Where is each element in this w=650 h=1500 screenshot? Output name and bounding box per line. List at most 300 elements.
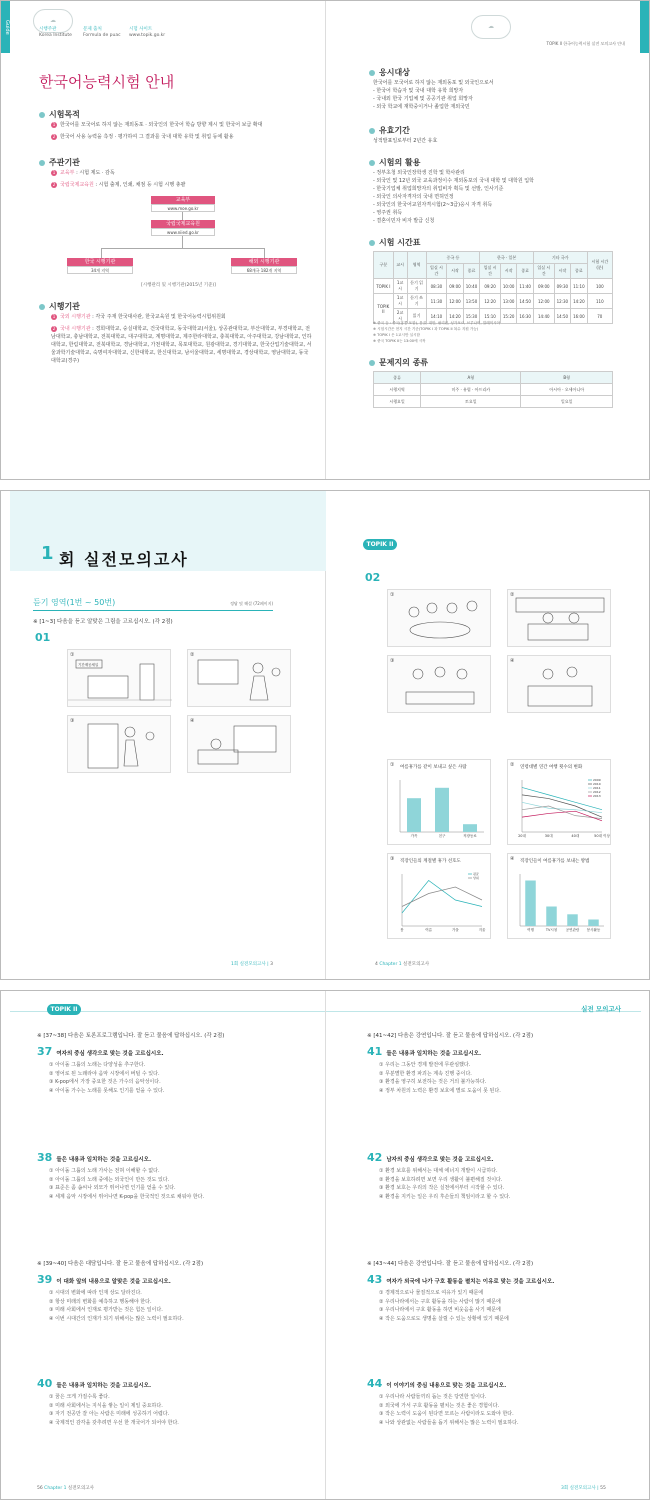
footer-left bbox=[37, 1485, 94, 1491]
spread-test-1 bbox=[0, 490, 650, 980]
q1-option-image-3[interactable] bbox=[67, 715, 171, 773]
shop-counter-illustration bbox=[508, 590, 612, 648]
tick-label: TV시청 bbox=[545, 928, 558, 932]
org-box-korea-title: 한국 시행기관 bbox=[67, 258, 133, 266]
question-number-1: 01 bbox=[35, 631, 51, 644]
answer-option[interactable]: ③ 표준은 좀 솜씨나 외모가 뛰어나면 인기를 얻을 수 있다. bbox=[49, 1185, 176, 1191]
schedule-cell: 11:10 bbox=[571, 279, 588, 294]
header-meta-label: 시험 사이트 bbox=[129, 27, 153, 32]
question-41 bbox=[367, 1045, 481, 1058]
question-42 bbox=[367, 1151, 494, 1164]
footer-chapter: Chapter 1 bbox=[44, 1486, 67, 1491]
q1-option-image-2[interactable] bbox=[187, 649, 291, 707]
tick-label: 30대 bbox=[544, 834, 553, 838]
schedule-head-cell: 구분 bbox=[374, 252, 394, 279]
schedule-cell: 읽기 bbox=[407, 309, 426, 324]
answer-option[interactable]: ② 우리나라에서는 구호 활동을 하는 사람이 많기 때문에 bbox=[379, 1298, 501, 1305]
schedule-cell: 14:40 bbox=[533, 309, 554, 324]
series-line bbox=[522, 811, 602, 821]
question-text: 들은 내용과 일치하는 것을 고르십시오. bbox=[56, 1383, 152, 1389]
agency-text: : 각국 주재 한국대사관, 한국교육원 및 한국어능력시험위원회 bbox=[90, 314, 226, 320]
org-chart-caption: [시행관리 및 시행기관(2015년 기준)] bbox=[141, 283, 216, 288]
answer-option[interactable]: ④ 세계 음악 시장에서 뛰어나면 K-pop을 한국적인 것으로 채워야 한다. bbox=[49, 1193, 205, 1200]
option-label: ④ bbox=[190, 718, 195, 724]
answer-option[interactable]: ④ 나와 상관없는 사람들을 돕기 위해서는 많은 노력이 필요하다. bbox=[379, 1419, 519, 1426]
org-box-overseas-sub: 68개국 182개 지역 bbox=[231, 266, 297, 274]
answer-option[interactable]: ① 우리나라 사람들끼리 돕는 것은 당연한 일이다. bbox=[379, 1394, 487, 1400]
schedule-cell: 12:00 bbox=[533, 294, 554, 309]
types-cell: 시행요일 bbox=[374, 396, 421, 408]
answer-option[interactable]: ③ 자기 전공만 잘 아는 사람은 미래에 성공하기 어렵다. bbox=[49, 1411, 170, 1417]
types-table bbox=[373, 371, 613, 408]
types-head-row bbox=[374, 372, 613, 384]
answer-option[interactable]: ① 우리는 그동안 경제 발전에 무관심했다. bbox=[379, 1062, 471, 1068]
purpose-item-1 bbox=[51, 121, 311, 129]
q2-option-image-1[interactable] bbox=[387, 589, 491, 647]
agency-item-2 bbox=[51, 325, 313, 365]
series-line bbox=[522, 787, 602, 809]
schedule-cell: 11:40 bbox=[517, 279, 534, 294]
door-illustration bbox=[68, 716, 172, 774]
header-meta-1 bbox=[39, 27, 72, 39]
types-cell: 시행지역 bbox=[374, 384, 421, 396]
answer-option[interactable]: ③ 작은 노력이 도움이 된다면 모르는 사람이라도 도와야 한다. bbox=[379, 1411, 514, 1417]
tick-label: 직장동료 bbox=[463, 834, 477, 838]
types-head-cell: 종류 bbox=[374, 372, 421, 384]
schedule-head-cell: 시작 bbox=[447, 264, 464, 279]
q3-option-chart-4[interactable] bbox=[507, 853, 611, 939]
number-badge: 1 bbox=[52, 122, 56, 127]
question-number: 37 bbox=[37, 1045, 53, 1058]
schedule-cell: TOPIK I bbox=[374, 279, 394, 294]
series-line bbox=[522, 795, 602, 817]
tick-label: 가을 bbox=[451, 928, 459, 932]
options-list bbox=[379, 1061, 501, 1095]
types-cell: 토요일 bbox=[421, 396, 521, 408]
line-chart-travel bbox=[508, 760, 612, 846]
schedule-cell: 1교시 bbox=[393, 279, 407, 294]
schedule-note: ※ 중국 등 : 중국(홍콩 포함), 몽골, 대만, 필리핀, 싱가포르, 브루나이, 말레이시아 bbox=[373, 321, 501, 325]
tick-label: 공연관람 bbox=[565, 928, 580, 932]
question-text: 이 대화 앞의 내용으로 알맞은 것을 고르십시오. bbox=[56, 1279, 171, 1285]
answer-option[interactable]: ① 꿈은 크게 가질수록 좋다. bbox=[49, 1394, 110, 1400]
chart-title: 직장인들이 여름휴가를 보내는 방법 bbox=[520, 859, 590, 864]
schedule-cell: 듣기 읽기 bbox=[407, 279, 426, 294]
bar bbox=[588, 920, 599, 927]
series-line bbox=[402, 881, 482, 914]
tick-label: 20대 bbox=[518, 834, 526, 838]
schedule-cell: 12:20 bbox=[480, 294, 501, 309]
question-text: 들은 내용과 일치하는 것을 고르십시오. bbox=[386, 1051, 482, 1057]
answer-option[interactable]: ③ 우리나라에서 구호 활동을 하면 비웃음을 사기 때문에 bbox=[379, 1307, 501, 1313]
spread-guide bbox=[0, 0, 650, 480]
eligibility-item: - 외국 학교에 재학중이거나 졸업한 재외국민 bbox=[373, 104, 470, 110]
bar-chart-method bbox=[508, 854, 612, 940]
answer-option[interactable]: ② 미래 사회에서는 지식을 쌓는 일이 제일 중요하다. bbox=[49, 1402, 163, 1409]
options-list bbox=[49, 1061, 164, 1095]
header-meta-sub: Formula de puac bbox=[83, 33, 121, 38]
schedule-cell: 듣기 쓰기 bbox=[407, 294, 426, 309]
types-row bbox=[374, 384, 613, 396]
org-connector bbox=[264, 248, 265, 258]
section-heading-purpose: 시험목적 bbox=[39, 109, 80, 120]
answer-option[interactable]: ① 경제적으로나 물질적으로 여유가 있기 때문에 bbox=[379, 1290, 484, 1296]
question-number: 43 bbox=[367, 1273, 383, 1286]
org-connector bbox=[101, 248, 265, 249]
purpose-text: 한국어 사용 능력을 측정 · 평가하여 그 결과를 국내 대학 유학 및 취업 등에 활용 bbox=[60, 134, 234, 140]
schedule-cell: 16:30 bbox=[517, 309, 534, 324]
answer-option[interactable]: ② 환경을 보호하려면 보면 우리 생활이 불편해질 것이다. bbox=[379, 1176, 503, 1183]
footer-left: 1회 실전모의고사 | 3 bbox=[231, 962, 273, 967]
section-heading-agency: 시행기관 bbox=[39, 301, 80, 312]
footer-right: 3회 실전모의고사 | 55 bbox=[561, 1486, 606, 1491]
schedule-row bbox=[374, 294, 613, 309]
schedule-table bbox=[373, 251, 613, 324]
usage-item: - 한국기업체 취업희망자의 취업비자 획득 및 선발, 인사기준 bbox=[373, 186, 504, 192]
schedule-cell: 70 bbox=[587, 309, 612, 324]
schedule-cell: 12:30 bbox=[554, 294, 571, 309]
question-group-39-40: ※ [39~40] 다음은 대담입니다. 잘 듣고 물음에 답하십시오. (각 2점) bbox=[37, 1261, 204, 1267]
picnic-illustration bbox=[388, 656, 492, 714]
tick-label: 봄 bbox=[400, 928, 404, 932]
question-43 bbox=[367, 1273, 554, 1286]
org-box-moe-url: www.moe.go.kr bbox=[151, 204, 215, 212]
bar bbox=[435, 788, 449, 832]
schedule-cell: 14:20 bbox=[447, 309, 464, 324]
schedule-head-cell: 시험 시간(분) bbox=[587, 252, 612, 279]
schedule-cell: 110 bbox=[587, 294, 612, 309]
org-box-niied-title: 국립국제교육원 bbox=[151, 220, 215, 228]
section-heading-schedule: 시험 시간표 bbox=[369, 237, 420, 248]
org-text: : 시험 출제, 인쇄, 채점 등 시험 시행 총괄 bbox=[93, 182, 186, 188]
gutter bbox=[325, 1, 326, 479]
options-list bbox=[379, 1167, 510, 1201]
org-box-overseas-title: 해외 시행기관 bbox=[231, 258, 297, 266]
question-40 bbox=[37, 1377, 151, 1390]
tick-label: 50대 이상 bbox=[594, 834, 610, 838]
schedule-head-cell: 입실 시간 bbox=[533, 264, 554, 279]
answer-option[interactable]: ④ 정부 차원의 노력은 환경 보호에 별로 도움이 못 된다. bbox=[379, 1087, 501, 1094]
answer-option[interactable]: ④ 환경을 지키는 일은 우리 후손들의 책임이라고 할 수 있다. bbox=[379, 1193, 511, 1200]
options-list bbox=[379, 1289, 509, 1323]
living-room-illustration bbox=[188, 716, 292, 774]
header-meta-2 bbox=[83, 27, 121, 39]
question-number: 39 bbox=[37, 1273, 53, 1286]
answer-option[interactable]: ② 영어로 된 노래라야 음악 시장에서 버틸 수 있다. bbox=[49, 1070, 160, 1077]
side-tab: Guide bbox=[1, 1, 10, 53]
option-label: ③ bbox=[390, 658, 395, 664]
answer-note: 정답 및 해설 (72페이지) bbox=[230, 601, 273, 606]
option-label: ② bbox=[510, 592, 515, 598]
schedule-cell: 10:00 bbox=[500, 279, 517, 294]
people-tv-illustration bbox=[188, 650, 292, 708]
question-text: 여자가 외국에 나가 구호 활동을 펼치는 이유로 맞는 것을 고르십시오. bbox=[386, 1279, 555, 1285]
question-39 bbox=[37, 1273, 171, 1286]
tick-label: 여행 bbox=[527, 928, 534, 932]
footer-label: 1회 실전모의고사 bbox=[231, 962, 266, 967]
org-box-moe-title: 교육부 bbox=[151, 196, 215, 204]
schedule-note: ※ 시험시간은 현지 시간 기준(TOPIK I 과 TOPIK II 복수 지원 가능) bbox=[373, 327, 479, 331]
question-number: 42 bbox=[367, 1151, 383, 1164]
schedule-cell: 14:20 bbox=[571, 294, 588, 309]
q2-option-image-3[interactable] bbox=[387, 655, 491, 713]
schedule-head-cell: 종료 bbox=[463, 264, 480, 279]
option-label: ④ bbox=[510, 856, 515, 862]
schedule-head-cell: 시작 bbox=[500, 264, 517, 279]
bar bbox=[407, 798, 421, 832]
question-number: 44 bbox=[367, 1377, 383, 1390]
page-number: 55 bbox=[600, 1486, 606, 1491]
bar bbox=[525, 881, 536, 927]
answer-option[interactable]: ② 아이돌 그룹의 노래 중에는 외국인이 만든 것도 있다. bbox=[49, 1176, 170, 1183]
question-text: 남자의 중심 생각으로 맞는 것을 고르십시오. bbox=[386, 1157, 494, 1163]
question-text: 여자의 중심 생각으로 맞는 것을 고르십시오. bbox=[56, 1051, 164, 1057]
chart-title: 여름휴가를 같이 보내고 싶은 사람 bbox=[400, 765, 467, 770]
org-connector bbox=[101, 248, 102, 258]
test-title: 회 실전모의고사 bbox=[59, 550, 189, 569]
topik-logo: TOPIK II bbox=[363, 539, 397, 550]
page-number: 3 bbox=[270, 962, 273, 967]
cafe-table-illustration bbox=[388, 590, 492, 648]
schedule-cell: 13:50 bbox=[463, 294, 480, 309]
gutter bbox=[325, 991, 326, 1499]
header-meta-label: 문제 출처 bbox=[83, 27, 102, 32]
sign-text: 기간제공세일 bbox=[78, 663, 99, 667]
q1-option-image-4[interactable] bbox=[187, 715, 291, 773]
org-label: 교육부 bbox=[60, 170, 75, 176]
footer-label: 실전모의고사 bbox=[403, 962, 430, 967]
answer-option[interactable]: ① 아이돌 그룹의 노래는 다양성을 추구한다. bbox=[49, 1062, 146, 1068]
schedule-cell: 2교시 bbox=[393, 309, 407, 324]
eligibility-intro: 한국어를 모국어로 하지 않는 재외동포 및 외국인으로서 bbox=[373, 80, 494, 86]
section-heading-eligibility: 응시대상 bbox=[369, 67, 410, 78]
schedule-cell: 09:00 bbox=[447, 279, 464, 294]
schedule-note: ※ 중국 TOPIK II는 13:00에 시작 bbox=[373, 339, 426, 343]
header-meta-3 bbox=[129, 27, 165, 39]
schedule-note: ※ TOPIK I 은 1교시만 실시함 bbox=[373, 333, 420, 337]
counter-service-illustration bbox=[508, 656, 612, 714]
header-meta-label: 시행주관 bbox=[39, 27, 57, 32]
chart-title: 연령대별 연간 여행 횟수의 변화 bbox=[520, 765, 583, 770]
schedule-cell: 12:00 bbox=[447, 294, 464, 309]
types-cell: 아시아 · 오세아니아 bbox=[521, 384, 613, 396]
answer-option[interactable]: ③ 미래 사회에서 인재로 평가받는 것은 힘든 일이다. bbox=[49, 1307, 163, 1313]
schedule-cell: 14:10 bbox=[426, 309, 447, 324]
schedule-cell: 09:30 bbox=[554, 279, 571, 294]
question-group-41-42: ※ [41~42] 다음은 강연입니다. 잘 듣고 물음에 답하십시오. (각 2점) bbox=[367, 1033, 534, 1039]
bar bbox=[463, 824, 477, 832]
org-item-1 bbox=[51, 169, 311, 177]
agency-text: : 경희대학교, 숭실대학교, 건국대학교, 동국대학교(서울), 상공관대학교, 부산대학교, 부경대학교, 전남대학교, 충남대학교, 전북대학교, 대구대학교, 계명대학교, 제주한라대학교, 충북대학교, 아주대학교, 강남대학교, 인하대학교, 한림대학교, 전북대학교, 경남대학교, 가천대학교, 목포대학교, 원광대학교, 경기대학교, 한국산업기술대학교, 서울과학기술대학교, 숙명여자대학교, 신한대학교, 한신대학교, 남서울대학교, 세명대학교, 경상대학교, 영남대학교, 동국대학교(경주) bbox=[51, 326, 312, 364]
test-number: 1 bbox=[41, 543, 54, 564]
schedule-cell: TOPIK II bbox=[374, 294, 394, 324]
number-badge: 1 bbox=[52, 314, 56, 319]
schedule-cell: 16:00 bbox=[571, 309, 588, 324]
answer-option[interactable]: ④ 국제적인 감각을 갖추려면 우선 한 개국어가 되어야 한다. bbox=[49, 1419, 179, 1426]
schedule-head-cell: 종료 bbox=[517, 264, 534, 279]
org-text: : 시험 제도 · 감독 bbox=[74, 170, 115, 176]
schedule-head-cell: 영역 bbox=[407, 252, 426, 279]
tick-label: 40대 bbox=[571, 834, 580, 838]
answer-option[interactable]: ④ 작은 도움으로도 생명을 살릴 수 있는 상황에 있기 때문에 bbox=[379, 1315, 509, 1322]
answer-option[interactable]: ③ K-pop에서 가장 중요한 것은 가수의 음악성이다. bbox=[49, 1079, 161, 1085]
answer-option[interactable]: ① 시대의 변화에 따라 인재 상도 달라진다. bbox=[49, 1290, 142, 1296]
usage-item: - 영주권 취득 bbox=[373, 210, 403, 216]
topik-logo: TOPIK II bbox=[47, 1004, 81, 1015]
legend-label: 2009 bbox=[593, 778, 601, 783]
answer-option[interactable]: ① 아이돌 그룹의 노래 가사는 전혀 이해할 수 없다. bbox=[49, 1168, 160, 1174]
section-heading-org: 주관기관 bbox=[39, 157, 80, 168]
bar bbox=[546, 907, 557, 927]
usage-item: - 결혼이민자 비자 발급 신청 bbox=[373, 218, 435, 224]
footer-chapter: Chapter 1 bbox=[379, 962, 402, 967]
schedule-cell: 14:50 bbox=[517, 294, 534, 309]
org-item-2 bbox=[51, 181, 311, 189]
schedule-cell: 11:30 bbox=[426, 294, 447, 309]
schedule-head-cell: 시작 bbox=[554, 264, 571, 279]
number-badge: 2 bbox=[52, 326, 56, 331]
answer-option[interactable]: ④ 아이돌 가수는 노래를 못해도 인기를 얻을 수 있다. bbox=[49, 1087, 165, 1094]
option-label: ① bbox=[390, 592, 395, 598]
header-meta-sub: Korea Institute bbox=[39, 33, 72, 38]
purpose-item-2 bbox=[51, 133, 311, 141]
schedule-head-cell: 한국 · 일본 bbox=[480, 252, 534, 264]
legend-label: 2010 bbox=[593, 782, 601, 787]
answer-option[interactable]: ③ 환경 보호는 우리의 작은 실천에서부터 시작할 수 있다. bbox=[379, 1185, 505, 1191]
schedule-head-cell: 종료 bbox=[571, 264, 588, 279]
answer-option[interactable]: ② 항상 미래의 변화를 예측하고 행동해야 한다. bbox=[49, 1298, 152, 1305]
page-number: 56 bbox=[37, 1486, 43, 1491]
line-chart-season bbox=[388, 854, 492, 940]
listening-section-heading bbox=[33, 597, 273, 611]
option-label: ④ bbox=[510, 658, 515, 664]
q3-option-chart-2[interactable] bbox=[507, 759, 611, 845]
purpose-text: 한국어를 모국어로 하지 않는 재외동포 · 외국인의 한국어 학습 방향 제시 및 한국어 보급 확대 bbox=[60, 122, 263, 128]
schedule-head-cell: 교시 bbox=[393, 252, 407, 279]
spread-test-3 bbox=[0, 990, 650, 1500]
schedule-head-cell: 입실 시간 bbox=[426, 264, 447, 279]
schedule-cell: 1교시 bbox=[393, 294, 407, 309]
option-label: ② bbox=[190, 652, 195, 658]
question-group-43-44: ※ [43~44] 다음은 강연입니다. 잘 듣고 물음에 답하십시오. (각 2점) bbox=[367, 1261, 534, 1267]
tick-label: 겨울 bbox=[478, 928, 486, 932]
tv-stand-illustration bbox=[68, 650, 172, 708]
question-number: 40 bbox=[37, 1377, 53, 1390]
options-list bbox=[49, 1393, 179, 1427]
agency-item-1 bbox=[51, 313, 313, 321]
answer-option[interactable]: ④ 이번 시대간의 인재가 되기 위해서는 많은 노력이 필요하다. bbox=[49, 1315, 184, 1322]
option-label: ③ bbox=[390, 856, 395, 862]
listening-section-label: 듣기 영역(1번 ~ 50번) bbox=[33, 598, 116, 607]
schedule-cell: 09:00 bbox=[533, 279, 554, 294]
org-connector bbox=[182, 212, 183, 220]
question-number: 38 bbox=[37, 1151, 53, 1164]
answer-option[interactable]: ② 무분별한 환경 파괴는 계속 진행 중이다. bbox=[379, 1070, 472, 1077]
validity-text: 성적발표일로부터 2년간 유효 bbox=[373, 138, 438, 144]
tick-label: 봉사활동 bbox=[586, 928, 601, 932]
running-head: 실전 모의고사 bbox=[581, 1005, 621, 1013]
legend-label: 2011 bbox=[593, 786, 601, 791]
cloud-ornament-left: ☁ bbox=[33, 9, 73, 33]
question-text: 이 이야기의 중심 내용으로 맞는 것을 고르십시오. bbox=[386, 1383, 507, 1389]
org-box-niied-url: www.niied.go.kr bbox=[151, 228, 215, 236]
types-row bbox=[374, 396, 613, 408]
usage-item: - 외국인 의사자격자의 국내 면허인정 bbox=[373, 194, 454, 200]
question-text: 들은 내용과 일치하는 것을 고르십시오. bbox=[56, 1157, 152, 1163]
schedule-head-cell: 중국 등 bbox=[426, 252, 480, 264]
page-title: 한국어능력시험 안내 bbox=[39, 73, 175, 91]
question-number-2: 02 bbox=[365, 571, 381, 584]
org-label: 국립국제교육원 bbox=[60, 182, 94, 188]
schedule-cell: 100 bbox=[587, 279, 612, 294]
answer-option[interactable]: ③ 환경을 영구히 보전하는 것은 거의 불가능하다. bbox=[379, 1079, 487, 1085]
section-heading-validity: 유효기간 bbox=[369, 125, 410, 136]
eligibility-item: - 국내외 한국 기업체 및 공공기관 취업 희망자 bbox=[373, 96, 473, 102]
question-37 bbox=[37, 1045, 164, 1058]
options-list bbox=[49, 1167, 204, 1201]
schedule-cell: 13:00 bbox=[500, 294, 517, 309]
schedule-cell: 09:20 bbox=[480, 279, 501, 294]
types-head-cell: B형 bbox=[521, 372, 613, 384]
side-tab-right bbox=[640, 1, 649, 53]
schedule-cell: 15:10 bbox=[480, 309, 501, 324]
schedule-cell: 10:40 bbox=[463, 279, 480, 294]
legend-label: 평균 bbox=[473, 872, 479, 877]
tick-label: 여름 bbox=[425, 928, 433, 932]
options-list bbox=[49, 1289, 184, 1323]
schedule-cell: 08:30 bbox=[426, 279, 447, 294]
usage-item: - 외국인 및 12년 외국 교육과정이수 재외동포의 국내 대학 및 대학원 입학 bbox=[373, 178, 534, 184]
section-heading-types: 문제지의 종류 bbox=[369, 357, 428, 368]
schedule-cell: 15:20 bbox=[500, 309, 517, 324]
number-badge: 2 bbox=[52, 134, 56, 139]
page-number: 4 bbox=[375, 962, 378, 967]
options-list bbox=[379, 1393, 519, 1427]
answer-option[interactable]: ② 외국에 가서 구호 활동을 펼치는 것은 좋은 경험이다. bbox=[379, 1402, 500, 1409]
tick-label: 가족 bbox=[410, 834, 418, 838]
answer-option[interactable]: ① 환경 보호를 위해서는 대체 에너지 개발이 시급하다. bbox=[379, 1168, 498, 1174]
number-badge: 1 bbox=[52, 170, 56, 175]
header-meta-sub: www.topik.go.kr bbox=[129, 33, 166, 38]
schedule-cell: 14:50 bbox=[554, 309, 571, 324]
schedule-head-row bbox=[374, 252, 613, 264]
tick-label: 친구 bbox=[438, 834, 446, 838]
q2-option-image-4[interactable] bbox=[507, 655, 611, 713]
number-badge: 2 bbox=[52, 182, 56, 187]
footer-label: 3회 실전모의고사 bbox=[561, 1486, 596, 1491]
agency-label: 국내 시행기관 bbox=[60, 326, 91, 332]
footer-label: 실전모의고사 bbox=[67, 1486, 94, 1491]
header-right-text: TOPIK II 한국어능력시험 실전 모의고사 안내 bbox=[546, 41, 625, 46]
question-38 bbox=[37, 1151, 151, 1164]
schedule-head-cell: 입실 시간 bbox=[480, 264, 501, 279]
q3-option-chart-1[interactable] bbox=[387, 759, 491, 845]
q2-option-image-2[interactable] bbox=[507, 589, 611, 647]
instruction: ※ [1~3] 다음을 듣고 알맞은 그림을 고르십시오. (각 2점) bbox=[33, 619, 173, 625]
option-label: ① bbox=[390, 762, 395, 768]
cloud-ornament-right: ☁ bbox=[471, 15, 511, 39]
section-heading-usage: 시험의 활용 bbox=[369, 157, 420, 168]
question-44 bbox=[367, 1377, 506, 1390]
schedule-row bbox=[374, 279, 613, 294]
q1-option-image-1[interactable] bbox=[67, 649, 171, 707]
q3-option-chart-3[interactable] bbox=[387, 853, 491, 939]
footer-right bbox=[375, 961, 429, 967]
option-label: ③ bbox=[70, 718, 75, 724]
types-cell: 미주 · 유럽 · 아프리카 bbox=[421, 384, 521, 396]
schedule-cell: 15:30 bbox=[463, 309, 480, 324]
bar bbox=[567, 914, 578, 926]
